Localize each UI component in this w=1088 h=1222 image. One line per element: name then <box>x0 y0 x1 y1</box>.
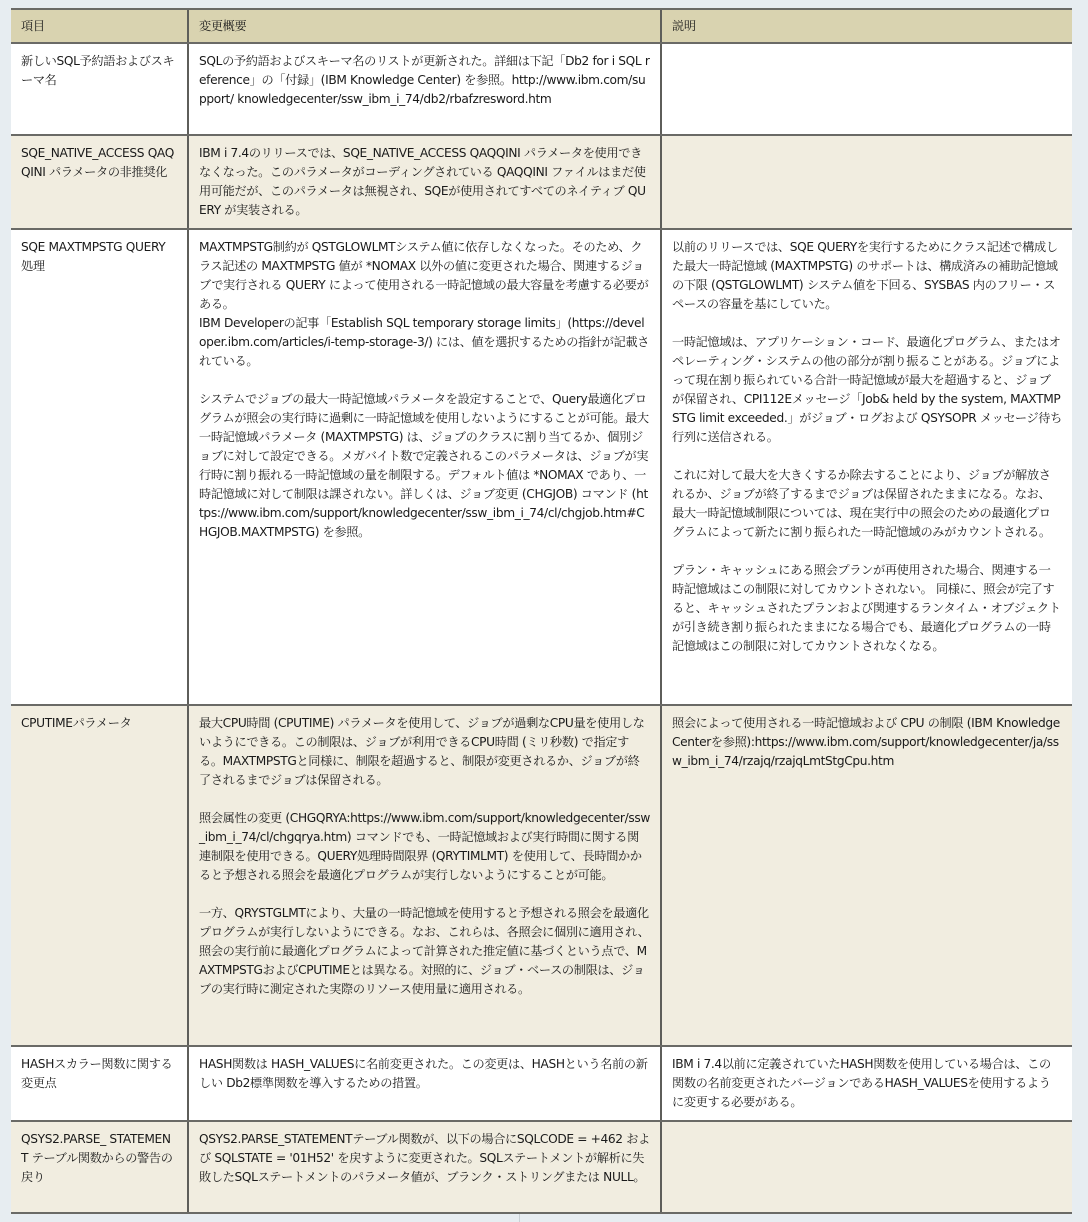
table-row <box>11 705 1072 1046</box>
description-cell <box>661 1121 1072 1213</box>
table-row <box>11 135 1072 229</box>
description-paragraph: IBM i 7.4以前に定義されていたHASH関数を使用している場合は、この関数の名前変更されたバージョンであるHASH_VALUESを使用するように変更する必要がある。 <box>672 1057 1051 1109</box>
description-cell <box>661 135 1072 229</box>
summary-paragraph: HASH関数は HASH_VALUESに名前変更された。この変更は、HASHという名前の新しい Db2標準関数を導入するための措置。 <box>199 1057 648 1090</box>
table-row <box>11 1046 1072 1121</box>
table-row <box>11 1121 1072 1213</box>
summary-paragraph: MAXTMPSTG制約が QSTGLOWLMTシステム値に依存しなくなった。そのため、クラス記述の MAXTMPSTG 値が *NOMAX 以外の値に変更された場合、関連するジョブで実行される QUERY によって使用される一時記憶域の最大容量を考慮する必要がある。 <box>199 240 649 311</box>
header-row <box>11 9 1072 43</box>
description-paragraph: これに対して最大を大きくするか除去することにより、ジョブが解放されるか、ジョブが終了するまでジョブは保留されたままになる。なお、最大一時記憶域制限については、現在実行中の照会のための最適化プログラムによって新たに割り振られた一時記憶域のみがカウントされる。 <box>672 468 1051 539</box>
summary-paragraph: IBM i 7.4のリリースでは、SQE_NATIVE_ACCESS QAQQINI パラメータを使用できなくなった。このパラメータがコーディングされている QAQQINI ファイルはまだ使用可能だが、このパラメータは無視され、SQEが使用されてすべてのネイティブ QUERY が実装される。 <box>199 146 646 217</box>
item-cell: 新しいSQL予約語およびスキーマ名 <box>11 43 188 135</box>
item-cell: CPUTIMEパラメータ <box>11 705 188 1046</box>
summary-cell <box>188 1121 661 1213</box>
description-cell <box>661 43 1072 135</box>
description-cell <box>661 1046 1072 1121</box>
description-cell <box>661 705 1072 1046</box>
description-paragraph: 一時記憶域は、アプリケーション・コード、最適化プログラム、またはオペレーティング・システムの他の部分が割り振ることがある。ジョブによって現在割り振られている合計一時記憶域が最大を超過すると、ジョブが保留され、CPI112Eメッセージ「Job& held by the system, MAXTMPSTG limit exceeded.」がジョブ・ログおよび QSYSOPR メッセージ待ち行列に送信される。 <box>672 335 1062 444</box>
description-paragraph: 照会によって使用される一時記憶域および CPU の制限 (IBM Knowledge Centerを参照):https://www.ibm.com/support/knowledgecenter/ja/ssw_ibm_i_74/rzajq/rzajqLmtStgCpu.htm <box>672 716 1060 768</box>
item-cell: QSYS2.PARSE_ STATEMENT テーブル関数からの警告の戻り <box>11 1121 188 1213</box>
description-cell <box>661 229 1072 705</box>
summary-paragraph: QSYS2.PARSE_STATEMENTテーブル関数が、以下の場合にSQLCODE = +462 および SQLSTATE = '01H52' を戻すように変更された。SQLステートメントが解析に失敗したSQLステートメントのパラメータ値が、ブランク・ストリングまたは NULL。 <box>199 1132 650 1184</box>
header-description: 説明 <box>661 9 1072 43</box>
description-paragraph: プラン・キャッシュにある照会プランが再使用された場合、関連する一時記憶域はこの制限に対してカウントされない。 同様に、照会が完了すると、キャッシュされたプランおよび関連するランタイム・オブジェクトが引き続き割り振られたままになる場合でも、最適化プログラムの一時記憶域はこの制限に対してカウントされなくなる。 <box>672 563 1061 653</box>
changes-table <box>11 8 1072 1214</box>
summary-paragraph: システムでジョブの最大一時記憶域パラメータを設定することで、Query最適化プログラムが照会の実行時に過剰に一時記憶域を使用しないようにすることが可能。最大一時記憶域パラメータ (MAXTMPSTG) は、ジョブのクラスに割り当てるか、個別ジョブに対して設定できる。メガバイト数で定義されるこのパラメータは、ジョブが実行時に割り振れる一時記憶域の量を制限する。デフォルト値は *NOMAX であり、一時記憶域に対して制限は課されない。詳しくは、ジョブ変更 (CHGJOB) コマンド (https://www.ibm.com/support/knowledgecenter/ssw_ibm_i_74/cl/chgjob.htm#CHGJOB.MAXTMPSTG) を参照。 <box>199 392 649 539</box>
summary-cell <box>188 705 661 1046</box>
item-cell: SQE MAXTMPSTG QUERY 処理 <box>11 229 188 705</box>
summary-paragraph: 照会属性の変更 (CHGQRYA:https://www.ibm.com/support/knowledgecenter/ssw_ibm_i_74/cl/chgqrya.htm) コマンドでも、一時記憶域および実行時間に関する関連制限を使用できる。QUERY処理時間限界 (QRYTIMLMT) を使用して、長時間かかると予想される照会を最適化プログラムが実行しないようにすることが可能。 <box>199 811 650 882</box>
summary-cell <box>188 135 661 229</box>
summary-cell <box>188 43 661 135</box>
table-row <box>11 43 1072 135</box>
description-paragraph: 以前のリリースでは、SQE QUERYを実行するためにクラス記述で構成した最大一時記憶域 (MAXTMPSTG) のサポートは、構成済みの補助記憶域の下限 (QSTGLOWLMT) システム値を下回る、SYSBAS 内のフリー・スペースの容量を基にしていた。 <box>672 240 1058 311</box>
summary-paragraph: 最大CPU時間 (CPUTIME) パラメータを使用して、ジョブが過剰なCPU量を使用しないようにできる。この制限は、ジョブが利用できるCPU時間 (ミリ秒数) で指定する。MAXTMPSTGと同様に、制限を超過すると、制限が変更されるか、ジョブが終了されるまでジョブは保留される。 <box>199 716 645 787</box>
summary-paragraph: SQLの予約語およびスキーマ名のリストが更新された。詳細は下記「Db2 for i SQL reference」の「付録」(IBM Knowledge Center) を参照。http://www.ibm.com/support/ knowledgecenter/ssw_ibm_i_74/db2/rbafzresword.htm <box>199 54 650 106</box>
item-cell: HASHスカラー関数に関する変更点 <box>11 1046 188 1121</box>
header-item: 項目 <box>11 9 188 43</box>
summary-cell <box>188 1046 661 1121</box>
item-cell: SQE_NATIVE_ACCESS QAQQINI パラメータの非推奨化 <box>11 135 188 229</box>
table-row <box>11 229 1072 705</box>
summary-paragraph: IBM Developerの記事「Establish SQL temporary storage limits」(https://developer.ibm.com/articles/i-temp-storage-3/) には、値を選択するための指針が記載されている。 <box>199 316 650 368</box>
header-summary: 変更概要 <box>188 9 661 43</box>
summary-paragraph: 一方、QRYSTGLMTにより、大量の一時記憶域を使用すると予想される照会を最適化プログラムが実行しないようにできる。なお、これらは、各照会に個別に適用され、照会の実行前に最適化プログラムによって計算された推定値に基づくという点で、MAXTMPSTGおよびCPUTIMEとは異なる。対照的に、ジョブ・ベースの制限は、ジョブの実行時に測定された実際のリソース使用量に適用される。 <box>199 906 650 996</box>
summary-cell <box>188 229 661 705</box>
